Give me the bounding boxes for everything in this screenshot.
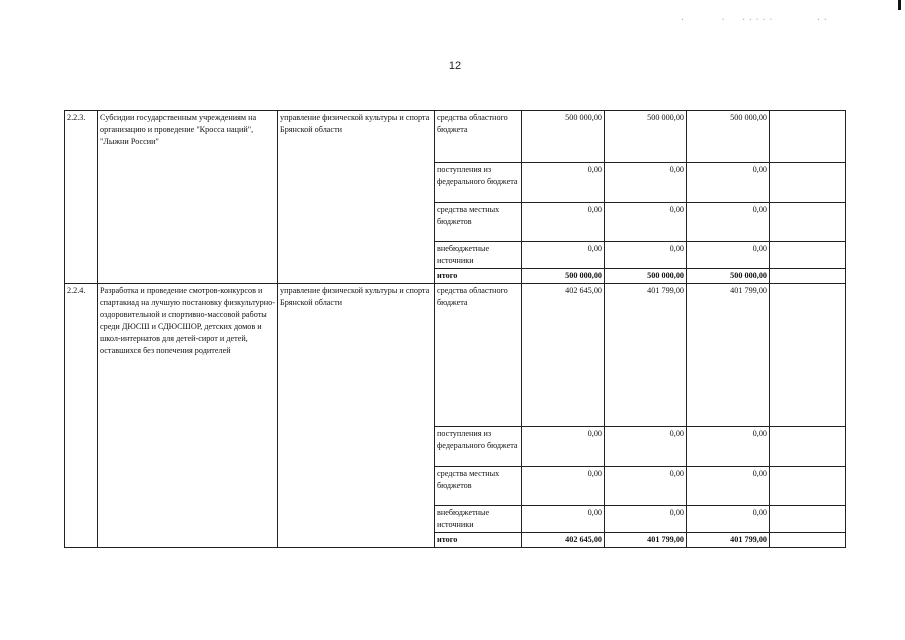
amount-v1: 0,00	[522, 467, 605, 506]
measure-code: 2.2.3.	[65, 111, 98, 284]
amount-v4	[770, 163, 846, 203]
funding-source-label: средства местных бюджетов	[435, 467, 522, 506]
funding-source-label: поступления из федерального бюджета	[435, 163, 522, 203]
funding-source-label: поступления из федерального бюджета	[435, 427, 522, 467]
funding-source-label: средства местных бюджетов	[435, 203, 522, 242]
funding-source-label: средства областного бюджета	[435, 111, 522, 163]
funding-source-label: внебюджетные источники	[435, 242, 522, 269]
amount-v3: 0,00	[687, 506, 770, 533]
amount-v3: 0,00	[687, 163, 770, 203]
scan-edge-mark	[898, 0, 901, 10]
amount-v4	[770, 203, 846, 242]
amount-v4	[770, 506, 846, 533]
amount-v2: 0,00	[605, 506, 687, 533]
amount-v2: 0,00	[605, 467, 687, 506]
amount-v3: 0,00	[687, 242, 770, 269]
amount-v2: 0,00	[605, 163, 687, 203]
amount-v2: 500 000,00	[605, 269, 687, 284]
scan-noise-dots: . . ..... ..	[680, 14, 830, 23]
amount-v3: 500 000,00	[687, 269, 770, 284]
table-row	[65, 284, 846, 427]
amount-v4	[770, 269, 846, 284]
amount-v1: 500 000,00	[522, 269, 605, 284]
amount-v1: 402 645,00	[522, 284, 605, 427]
amount-v4	[770, 427, 846, 467]
amount-v1: 0,00	[522, 163, 605, 203]
measure-responsible: управление физической культуры и спорта Брянской области	[278, 284, 435, 548]
amount-v4	[770, 533, 846, 548]
amount-v4	[770, 467, 846, 506]
amount-v3: 0,00	[687, 467, 770, 506]
budget-table	[64, 110, 846, 548]
amount-v3: 500 000,00	[687, 111, 770, 163]
funding-source-label: итого	[435, 269, 522, 284]
amount-v4	[770, 242, 846, 269]
measure-name: Разработка и проведение смотров-конкурсов и спартакиад на лучшую постановку физкультурно-оздоровительной и спортивно-массовой работы среди ДЮСШ и СДЮСШОР, детских домов и школ-интернатов для детей-сирот и детей, оставшихся без попечения родителей	[98, 284, 278, 548]
amount-v4	[770, 284, 846, 427]
amount-v4	[770, 111, 846, 163]
measure-code: 2.2.4.	[65, 284, 98, 548]
funding-source-label: средства областного бюджета	[435, 284, 522, 427]
funding-source-label: итого	[435, 533, 522, 548]
amount-v3: 0,00	[687, 203, 770, 242]
amount-v3: 401 799,00	[687, 533, 770, 548]
amount-v3: 401 799,00	[687, 284, 770, 427]
amount-v1: 0,00	[522, 506, 605, 533]
amount-v1: 0,00	[522, 203, 605, 242]
page-number: 12	[448, 60, 462, 72]
amount-v2: 0,00	[605, 242, 687, 269]
measure-name: Субсидии государственным учреждениям на организацию и проведение "Кросса наций", "Лыжни России"	[98, 111, 278, 284]
amount-v1: 0,00	[522, 427, 605, 467]
amount-v2: 401 799,00	[605, 533, 687, 548]
amount-v1: 0,00	[522, 242, 605, 269]
amount-v1: 500 000,00	[522, 111, 605, 163]
measure-responsible: управление физической культуры и спорта Брянской области	[278, 111, 435, 284]
amount-v3: 0,00	[687, 427, 770, 467]
amount-v2: 401 799,00	[605, 284, 687, 427]
amount-v1: 402 645,00	[522, 533, 605, 548]
amount-v2: 0,00	[605, 427, 687, 467]
amount-v2: 0,00	[605, 203, 687, 242]
funding-source-label: внебюджетные источники	[435, 506, 522, 533]
amount-v2: 500 000,00	[605, 111, 687, 163]
table-row	[65, 111, 846, 163]
